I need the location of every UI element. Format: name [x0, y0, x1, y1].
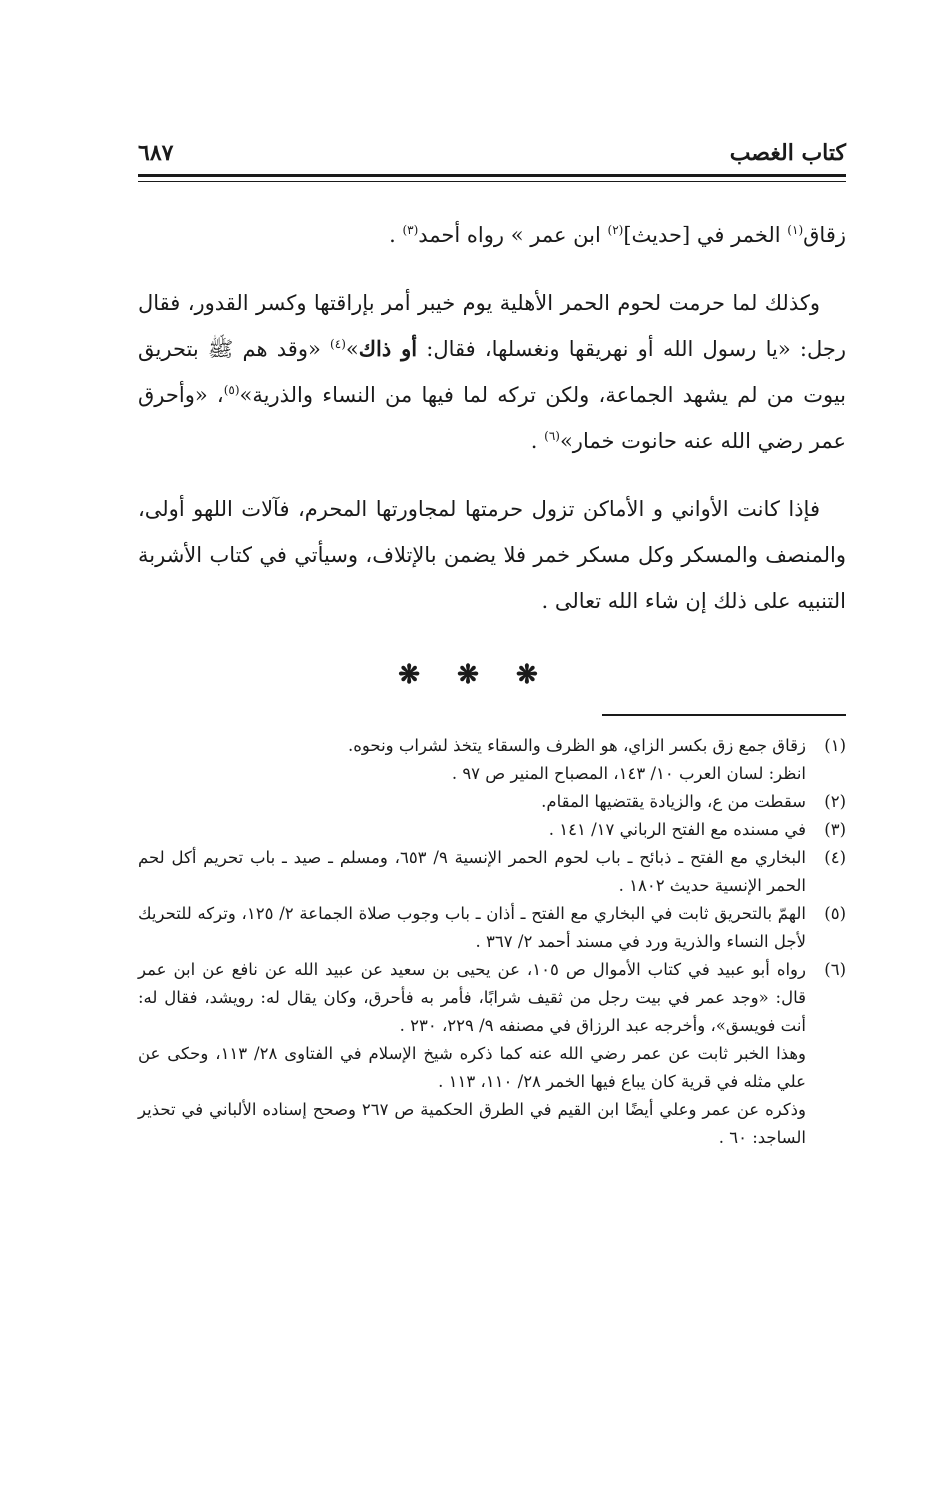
footnote-number: (٢) [824, 792, 846, 811]
footnote-ref-4: (٤) [330, 337, 346, 351]
footnote-number: (٤) [824, 848, 846, 867]
paragraph-3: فإذا كانت الأواني و الأماكن تزول حرمتها لمجاورتها المحرم، فآلات اللهو أولى، والمنصف والمسكر وكل مسكر خمر فلا يضمن بالإتلاف، وسيأتي في كتاب الأشربة التنبيه على ذلك إن شاء الله تعالى . [138, 497, 846, 613]
footnote-line: رواه أبو عبيد في كتاب الأموال ص ١٠٥، عن يحيى بن سعيد عن عبيد الله عن نافع عن ابن عمر قال: «وجد عمر في بيت رجل من ثقيف شرابًا، فأمر به فأحرق، وكان يقال له: رويشد، فقال له: أنت فويسق»، وأخرجه عبد الرزاق في مصنفه ٩/ ٢٢٩، ٢٣٠ . [138, 960, 806, 1035]
footnote-2 [138, 788, 846, 816]
chapter-title: كتاب الغصب [729, 140, 846, 166]
footnotes [138, 732, 846, 1152]
footnote-3 [138, 816, 846, 844]
footnote-line: في مسنده مع الفتح الرباني ١٧/ ١٤١ . [548, 820, 806, 839]
footnote-line: سقطت من ع، والزيادة يقتضيها المقام. [541, 792, 806, 811]
footnote-rule [602, 714, 846, 716]
footnote-line: زقاق جمع زق بكسر الزاي، هو الظرف والسقاء يتخذ لشراب ونحوه. [348, 736, 806, 755]
footnote-number: (٣) [824, 820, 846, 839]
section-separator: ❋ ❋ ❋ [398, 660, 552, 690]
footnote-number: (٥) [824, 904, 846, 923]
header-rule-thick [138, 174, 846, 177]
footnote-ref-5: (٥) [223, 383, 240, 397]
footnote-line: انظر: لسان العرب ١٠/ ١٤٣، المصباح المنير ص ٩٧ . [451, 764, 806, 783]
footnote-line: وذكره عن عمر وعلي أيضًا ابن القيم في الطرق الحكمية ص ٢٦٧ وصحح إسناده الألباني في تحذير الساجد: ٦٠ . [138, 1100, 806, 1147]
footnote-6 [138, 956, 846, 1152]
main-text [138, 212, 846, 646]
footnote-ref-6: (٦) [544, 429, 560, 443]
footnote-5 [138, 900, 846, 956]
footnote-number: (١) [824, 736, 846, 755]
footnote-1 [138, 732, 846, 788]
paragraph-2: وكذلك لما حرمت لحوم الحمر الأهلية يوم خيبر أمر بإراقتها وكسر القدور، فقال رجل: «يا رسول الله أو نهريقها ونغسلها، فقال: أو ذاك»$^{(٤)}$ «وقد هم ﷺ بتحريق بيوت من لم يشهد الجماعة، ولكن تركه لما فيها من النساء والذرية»$^{(٥)}$، «وأحرق عمر رضي الله عنه حانوت خمار»$^{(٦)}$ . [138, 291, 847, 453]
footnote-ref-1: (١) [787, 223, 804, 237]
footnote-ref-3: (٣) [402, 223, 419, 237]
bold-phrase: أو ذاك [358, 336, 418, 361]
footnote-line: الهمّ بالتحريق ثابت في البخاري مع الفتح ـ أذان ـ باب وجوب صلاة الجماعة ٢/ ١٢٥، وتركه للتحريك لأجل النساء والذرية ورد في مسند أحمد ٢/ ٣٦٧ . [138, 904, 806, 951]
footnote-ref-2: (٢) [607, 223, 624, 237]
footnote-line: وهذا الخبر ثابت عن عمر رضي الله عنه كما ذكره شيخ الإسلام في الفتاوى ٢٨/ ١١٣، وحكى عن علي مثله في قرية كان يباع فيها الخمر ٢٨/ ١١٠، ١١٣ . [138, 1044, 806, 1091]
footnote-number: (٦) [824, 960, 846, 979]
footnote-line: البخاري مع الفتح ـ ذبائح ـ باب لحوم الحمر الإنسية ٩/ ٦٥٣، ومسلم ـ صيد ـ باب تحريم أكل لحم الحمر الإنسية حديث ١٨٠٢ . [138, 848, 807, 895]
footnote-4 [138, 844, 846, 900]
paragraph-1: زقاق$^{(١)}$ الخمر في [حديث]$^{(٢)}$ ابن عمر » رواه أحمد$^{(٣)}$ . [389, 223, 846, 247]
header-rule-thin [138, 181, 846, 182]
page-header [138, 120, 846, 180]
page-number: ٦٨٧ [138, 140, 174, 166]
